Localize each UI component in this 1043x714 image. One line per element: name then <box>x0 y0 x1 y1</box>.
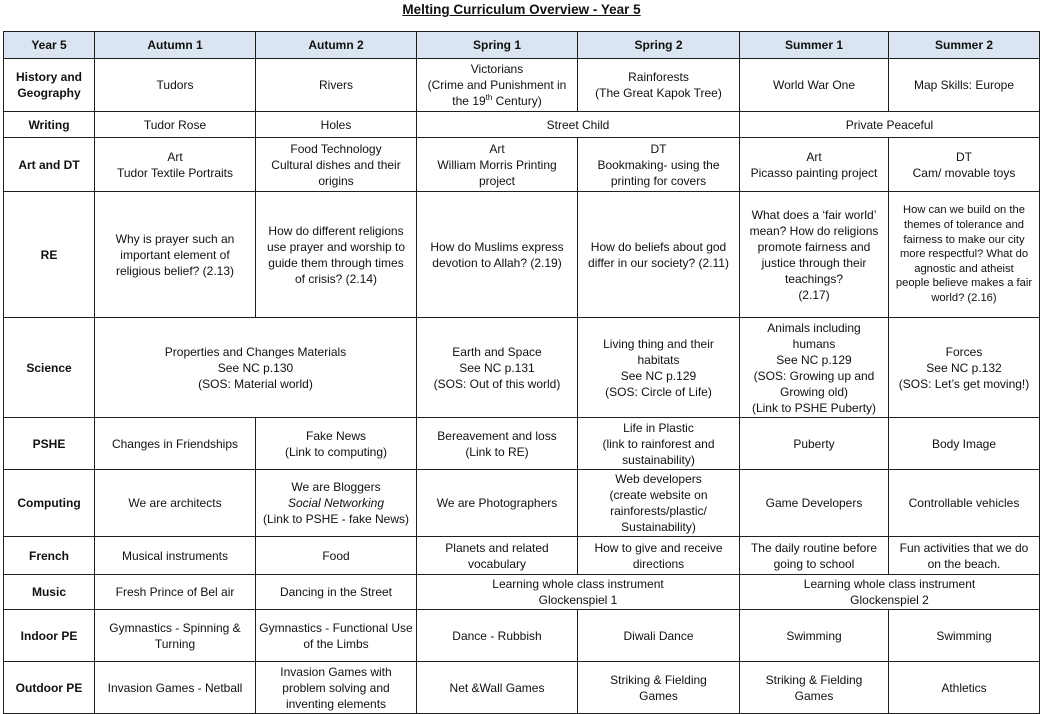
header-row <box>4 32 1040 59</box>
cell-autumn: Properties and Changes Materials See NC p.130 (SOS: Material world) <box>95 318 417 418</box>
cell-summer-2: Swimming <box>889 610 1040 662</box>
row-french <box>4 537 1040 575</box>
cell-autumn-2: Invasion Games with problem solving and inventing elements <box>256 662 417 714</box>
cell-summer-1: The daily routine before going to school <box>740 537 889 575</box>
cell-autumn-1: Changes in Friendships <box>95 418 256 470</box>
cell-autumn-1: Musical instruments <box>95 537 256 575</box>
cell-spring-2: DT Bookmaking- using the printing for covers <box>578 138 740 192</box>
row-label: French <box>4 537 95 575</box>
cell-autumn-1: Gymnastics - Spinning & Turning <box>95 610 256 662</box>
cell-summer: Learning whole class instrument Glockenspiel 2 <box>740 575 1040 610</box>
row-label: History and Geography <box>4 59 95 112</box>
cell-autumn-2: Dancing in the Street <box>256 575 417 610</box>
cell-spring-1: Dance - Rubbish <box>417 610 578 662</box>
row-pshe <box>4 418 1040 470</box>
cell-summer: Private Peaceful <box>740 112 1040 138</box>
cell-autumn-1: Fresh Prince of Bel air <box>95 575 256 610</box>
row-computing <box>4 470 1040 537</box>
cell-autumn-2: Fake News (Link to computing) <box>256 418 417 470</box>
cell-summer-1: World War One <box>740 59 889 112</box>
cell-text: Century) <box>492 94 542 108</box>
cell-autumn-1: Tudor Rose <box>95 112 256 138</box>
cell-summer-1: Game Developers <box>740 470 889 537</box>
cell-autumn-2: Food Technology Cultural dishes and their origins <box>256 138 417 192</box>
page-title: Melting Curriculum Overview - Year 5 <box>402 2 641 17</box>
row-label: Writing <box>4 112 95 138</box>
cell-summer-2: Athletics <box>889 662 1040 714</box>
cell-spring-2: Rainforests (The Great Kapok Tree) <box>578 59 740 112</box>
cell-spring: Learning whole class instrument Glockenspiel 1 <box>417 575 740 610</box>
cell-spring-1: Earth and Space See NC p.131 (SOS: Out of this world) <box>417 318 578 418</box>
row-label: Music <box>4 575 95 610</box>
cell-spring-1 <box>417 59 578 112</box>
cell-spring-2: How do beliefs about god differ in our society? (2.11) <box>578 192 740 318</box>
cell-spring-1: Net &Wall Games <box>417 662 578 714</box>
cell-autumn-1: Art Tudor Textile Portraits <box>95 138 256 192</box>
row-science <box>4 318 1040 418</box>
cell-autumn-1: We are architects <box>95 470 256 537</box>
header-autumn-1: Autumn 1 <box>95 32 256 59</box>
cell-summer-2: Forces See NC p.132 (SOS: Let’s get moving!) <box>889 318 1040 418</box>
cell-spring-2: Striking & Fielding Games <box>578 662 740 714</box>
cell-autumn-2: Gymnastics - Functional Use of the Limbs <box>256 610 417 662</box>
cell-spring-1: How do Muslims express devotion to Allah? (2.19) <box>417 192 578 318</box>
cell-spring-2: Life in Plastic (link to rainforest and sustainability) <box>578 418 740 470</box>
cell-summer-2: Controllable vehicles <box>889 470 1040 537</box>
row-label: PSHE <box>4 418 95 470</box>
row-outdoor-pe <box>4 662 1040 714</box>
cell-autumn-1: Why is prayer such an important element of religious belief? (2.13) <box>95 192 256 318</box>
cell-spring-2: Web developers (create website on rainforests/plastic/ Sustainability) <box>578 470 740 537</box>
cell-spring: Street Child <box>417 112 740 138</box>
row-re <box>4 192 1040 318</box>
row-label: Art and DT <box>4 138 95 192</box>
header-summer-1: Summer 1 <box>740 32 889 59</box>
cell-spring-2: Diwali Dance <box>578 610 740 662</box>
row-indoor-pe <box>4 610 1040 662</box>
row-label: RE <box>4 192 95 318</box>
cell-spring-2: Living thing and their habitats See NC p.129 (SOS: Circle of Life) <box>578 318 740 418</box>
cell-summer-2: How can we build on the themes of tolerance and fairness to make our city more respectful? What do agnostic and atheist people believe makes a fair world? (2.16) <box>889 192 1040 318</box>
cell-autumn-1: Invasion Games - Netball <box>95 662 256 714</box>
row-music <box>4 575 1040 610</box>
cell-text-italic: Social Networking <box>287 496 385 510</box>
row-history-geography <box>4 59 1040 112</box>
header-spring-1: Spring 1 <box>417 32 578 59</box>
cell-text: Victorians (Crime and Punishment in the 19 <box>427 62 567 108</box>
cell-summer-1: Swimming <box>740 610 889 662</box>
cell-autumn-2: Rivers <box>256 59 417 112</box>
cell-summer-2: Map Skills: Europe <box>889 59 1040 112</box>
row-label: Outdoor PE <box>4 662 95 714</box>
row-label: Indoor PE <box>4 610 95 662</box>
cell-text: We are Bloggers <box>291 480 381 494</box>
cell-summer-2: DT Cam/ movable toys <box>889 138 1040 192</box>
cell-autumn-2 <box>256 470 417 537</box>
curriculum-table <box>3 31 1040 714</box>
header-year: Year 5 <box>4 32 95 59</box>
cell-spring-1: Art William Morris Printing project <box>417 138 578 192</box>
cell-summer-1: Animals including humans See NC p.129 (SOS: Growing up and Growing old) (Link to PSHE Puberty) <box>740 318 889 418</box>
ordinal-suffix: th <box>485 93 493 102</box>
row-label: Computing <box>4 470 95 537</box>
cell-autumn-2: Food <box>256 537 417 575</box>
cell-autumn-1: Tudors <box>95 59 256 112</box>
cell-spring-1: We are Photographers <box>417 470 578 537</box>
row-art-dt <box>4 138 1040 192</box>
row-label: Science <box>4 318 95 418</box>
cell-summer-2: Fun activities that we do on the beach. <box>889 537 1040 575</box>
header-autumn-2: Autumn 2 <box>256 32 417 59</box>
cell-summer-2: Body Image <box>889 418 1040 470</box>
cell-autumn-2: How do different religions use prayer and worship to guide them through times of crisis? (2.14) <box>256 192 417 318</box>
cell-spring-1: Planets and related vocabulary <box>417 537 578 575</box>
cell-spring-2: How to give and receive directions <box>578 537 740 575</box>
cell-summer-1: Art Picasso painting project <box>740 138 889 192</box>
header-spring-2: Spring 2 <box>578 32 740 59</box>
row-writing <box>4 112 1040 138</box>
cell-summer-1: Puberty <box>740 418 889 470</box>
cell-autumn-2: Holes <box>256 112 417 138</box>
cell-summer-1: What does a ‘fair world’ mean? How do religions promote fairness and justice through their teachings? (2.17) <box>740 192 889 318</box>
header-summer-2: Summer 2 <box>889 32 1040 59</box>
cell-text: (Link to PSHE - fake News) <box>262 512 410 526</box>
cell-summer-1: Striking & Fielding Games <box>740 662 889 714</box>
cell-spring-1: Bereavement and loss (Link to RE) <box>417 418 578 470</box>
